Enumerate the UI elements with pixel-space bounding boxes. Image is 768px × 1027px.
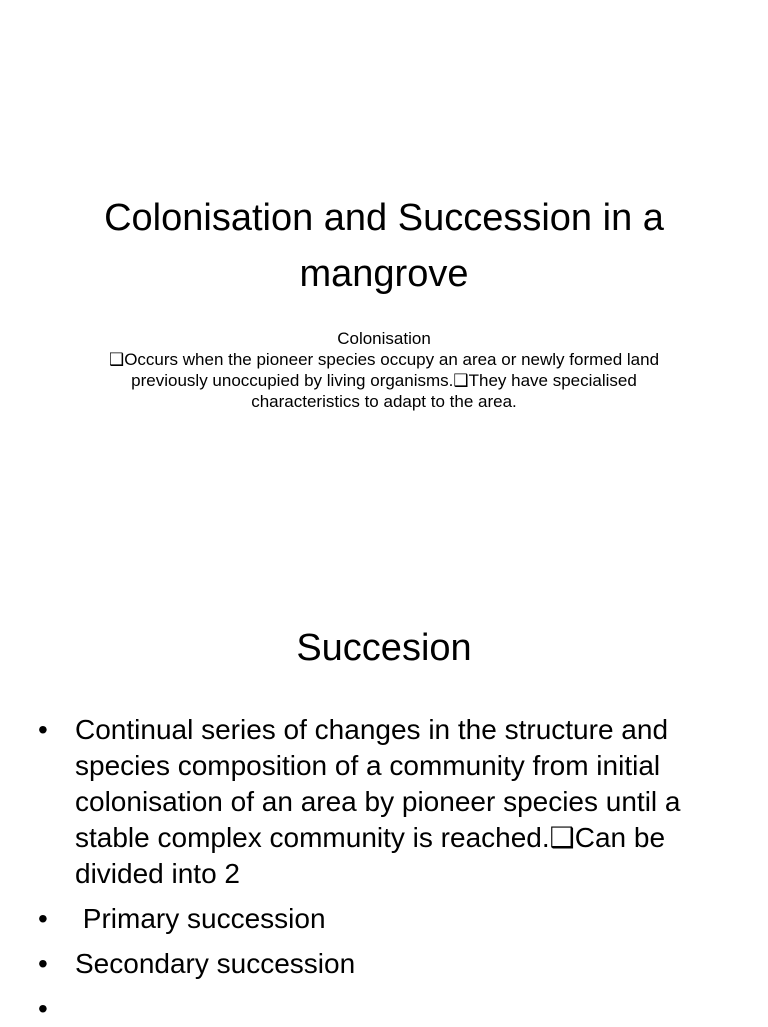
subtitle-body: ❑Occurs when the pioneer species occupy an area or newly formed land previously unoccupied by living organisms.❑They have specialised characteristics to adapt to the area. (108, 350, 660, 411)
bullet-item (38, 901, 738, 937)
bullet-text: Primary succession (75, 903, 326, 934)
slide-heading: Succesion (296, 627, 472, 669)
slide-title: Colonisation and Succession in a mangrove (104, 197, 664, 295)
slide-colonisation (0, 0, 768, 512)
slide-succession (0, 512, 768, 1024)
subtitle-heading: Colonisation (337, 329, 431, 348)
bullet-icon: • (38, 948, 48, 979)
bullet-item (38, 712, 738, 892)
bullet-list (38, 712, 738, 1024)
slide-subtitle (100, 328, 668, 412)
bullet-item (38, 946, 738, 982)
bullet-icon: • (38, 714, 48, 745)
bullet-text: Secondary succession (75, 948, 356, 979)
bullet-icon: • (38, 993, 48, 1024)
bullet-text: Continual series of changes in the structure and species composition of a community from initial colonisation of an area by pioneer species until a stable complex community is reached.❑Can be divided into 2 (75, 714, 681, 889)
bullet-icon: • (38, 903, 48, 934)
